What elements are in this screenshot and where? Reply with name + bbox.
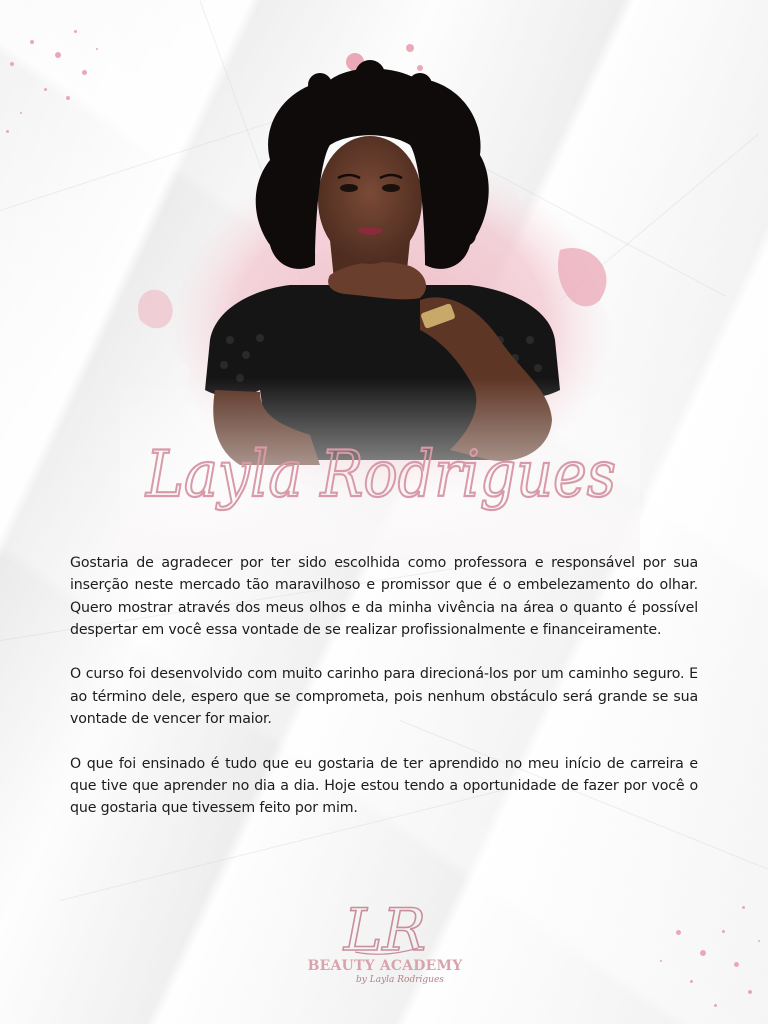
signature-text: Layla Rodrigues [145,438,617,512]
logo-subtitle: by Layla Rodrigues [356,975,444,985]
beauty-academy-logo [300,888,470,998]
paragraph-1: Gostaria de agradecer por ter sido escolhida como professora e responsável por sua inserção neste mercado tão maravilhoso e promissor que é o embelezamento do olhar. Quero mostrar através dos meus olhos e da minha vivência na área o quanto é possível despertar em você essa vontade de se realizar profissionalmente e financeiramente. [70,555,698,638]
letter-body [70,552,698,842]
lr-monogram-icon [300,888,470,958]
paragraph-2: O curso foi desenvolvido com muito carinho para direcioná-los por um caminho seguro. E ao término dele, espero que se comprometa, pois nenhum obstáculo será grande se sua vontade de vencer for maior. [70,666,698,728]
logo-title: BEAUTY ACADEMY [307,958,463,974]
signature-name [138,404,638,534]
paragraph-3: O que foi ensinado é tudo que eu gostaria de ter aprendido no meu início de carreira e que tive que aprender no dia a dia. Hoje estou tendo a oportunidade de fazer por você o que gostaria que tivessem feito por mim. [70,755,698,817]
logo-monogram: LR [343,896,427,958]
